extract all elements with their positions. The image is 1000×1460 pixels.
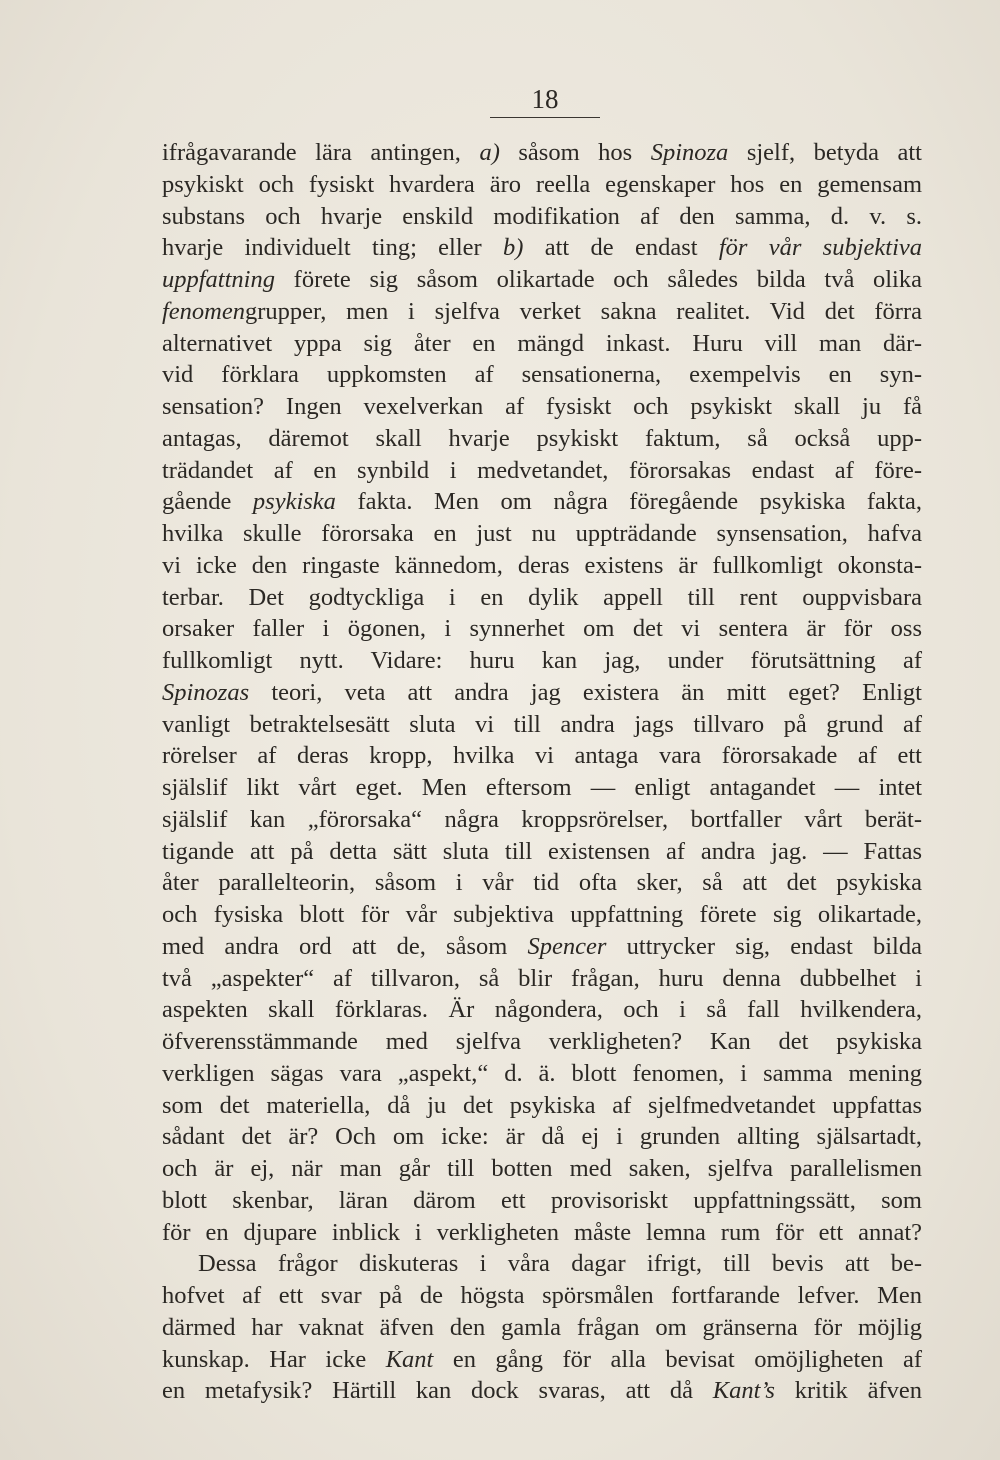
- text-segment: som det materiella, då ju det psykiska af sjelfmedvetandet uppfattas: [162, 1091, 922, 1119]
- italic-text: Spinozas: [162, 678, 250, 706]
- italic-text: psykiska: [252, 488, 336, 516]
- text-segment: substans och hvarje enskild modifikation af den samma, d. v. s.: [162, 202, 922, 230]
- italic-text: Spencer: [527, 932, 607, 960]
- text-segment: en metafysik? Härtill kan dock svaras, att då: [162, 1377, 713, 1405]
- text-segment: antagas, däremot skall hvarje psykiskt faktum, så också upp-: [162, 424, 922, 452]
- page-number: 18: [490, 84, 600, 118]
- text-line: [162, 201, 922, 233]
- text-segment: öfverensstämmande med sjelfva verkligheten? Kan det psykiska: [162, 1028, 922, 1055]
- text-segment: verkligen sägas vara „aspekt,“ d. ä. blott fenomen, i samma mening: [162, 1059, 922, 1087]
- text-line: [162, 1217, 922, 1249]
- text-segment: sjelf, betyda att: [728, 139, 922, 166]
- text-segment: och är ej, när man går till botten med saken, sjelfva parallelismen: [162, 1155, 922, 1182]
- text-segment: tigande att på detta sätt sluta till existensen af andra jag. — Fattas: [162, 837, 922, 865]
- text-segment: ifrågavarande lära antingen,: [162, 139, 480, 166]
- text-segment: trädandet af en synbild i medvetandet, förorsakas endast af före-: [162, 456, 922, 484]
- text-segment: själslif likt vårt eget. Men eftersom — enligt antagandet — intet: [162, 774, 922, 801]
- text-segment: fakta. Men om några föregående psykiska fakta,: [335, 488, 922, 516]
- text-line: [162, 931, 922, 963]
- text-line: [162, 391, 922, 423]
- text-segment: själslif kan „förorsaka“ några kroppsrörelser, bortfaller vårt berät-: [162, 805, 922, 833]
- text-segment: med andra ord att de, såsom: [162, 932, 528, 960]
- text-line: [162, 1058, 922, 1090]
- text-segment: för en djupare inblick i verkligheten måste lemna rum för ett annat?: [162, 1218, 922, 1246]
- italic-text: Spinoza: [650, 139, 729, 166]
- text-line: [162, 1280, 922, 1312]
- body-text: [162, 137, 922, 1407]
- text-segment: vi icke den ringaste kännedom, deras existens är fullkomligt okonsta-: [162, 551, 922, 579]
- text-line: [162, 169, 922, 201]
- text-segment: att de endast: [523, 234, 719, 262]
- text-line: [162, 359, 922, 391]
- text-segment: kritik äfven: [774, 1377, 922, 1405]
- text-line: [162, 423, 922, 455]
- text-segment: gående: [162, 488, 253, 516]
- text-segment: åter parallelteorin, såsom i vår tid ofta sker, så att det psykiska: [162, 869, 922, 897]
- text-line: [162, 550, 922, 582]
- text-line: [162, 232, 922, 264]
- text-line: [162, 645, 922, 677]
- text-line: [162, 264, 922, 296]
- text-line: [162, 899, 922, 931]
- text-line: [162, 518, 922, 550]
- text-line: [162, 1312, 922, 1344]
- text-segment: uttrycker sig, endast bilda: [606, 932, 922, 960]
- text-segment: en gång för alla bevisat omöjligheten af: [433, 1345, 922, 1373]
- text-segment: därmed har vaknat äfven den gamla frågan om gränserna för möjlig: [162, 1313, 922, 1341]
- text-segment: terbar. Det godtyckliga i en dylik appell till rent ouppvisbara: [162, 583, 922, 611]
- text-line: [162, 740, 922, 772]
- text-line: [162, 709, 922, 741]
- text-line: [162, 582, 922, 614]
- text-segment: blott skenbar, läran därom ett provisoriskt uppfattningssätt, som: [162, 1186, 922, 1214]
- text-line: [162, 328, 922, 360]
- text-line: [162, 994, 922, 1026]
- text-line: [162, 1375, 922, 1407]
- text-line: [162, 296, 922, 328]
- text-line: [162, 963, 922, 995]
- text-line: [162, 1121, 922, 1153]
- text-segment: fullkomligt nytt. Vidare: huru kan jag, under förutsättning af: [162, 647, 922, 674]
- text-segment: hvarje individuelt ting; eller: [162, 234, 504, 262]
- text-segment: aspekten skall förklaras. Är någondera, och i så fall hvilkendera,: [162, 996, 922, 1024]
- italic-text: Kant: [385, 1345, 434, 1373]
- text-line: [162, 1026, 922, 1058]
- text-segment: kunskap. Har icke: [162, 1345, 386, 1373]
- text-segment: två „aspekter“ af tillvaron, så blir frågan, huru denna dubbelhet i: [162, 964, 922, 992]
- text-segment: psykiskt och fysiskt hvardera äro reella egenskaper hos en gemensam: [162, 170, 922, 198]
- text-line: [162, 836, 922, 868]
- italic-text: Kant’s: [712, 1377, 775, 1405]
- text-line: [162, 455, 922, 487]
- text-line: [162, 1090, 922, 1122]
- text-line: [162, 486, 922, 518]
- text-segment: orsaker faller i ögonen, i synnerhet om det vi sentera är för oss: [162, 615, 922, 643]
- text-line: [162, 613, 922, 645]
- text-line: [162, 677, 922, 709]
- text-segment: sensation? Ingen vexelverkan af fysiskt och psykiskt skall ju få: [162, 393, 922, 420]
- text-segment: rörelser af deras kropp, hvilka vi antaga vara förorsakade af ett: [162, 742, 922, 770]
- text-segment: hofvet af ett svar på de högsta spörsmålen fortfarande lefver. Men: [162, 1282, 922, 1309]
- italic-text: för vår subjektiva: [718, 234, 922, 262]
- text-segment: såsom hos: [499, 139, 651, 166]
- text-segment: alternativet yppa sig åter en mängd inkast. Huru vill man där-: [162, 329, 922, 357]
- text-segment: vanligt betraktelsesätt sluta vi till andra jags tillvaro på grund af: [162, 710, 922, 738]
- italic-text: uppfattning: [162, 266, 275, 293]
- italic-text: fenomen: [162, 297, 245, 325]
- text-segment: och fysiska blott för vår subjektiva uppfattning förete sig olikartade,: [162, 901, 922, 928]
- text-segment: vid förklara uppkomsten af sensationerna, exempelvis en syn-: [162, 361, 922, 389]
- text-segment: grupper, men i sjelfva verket sakna realitet. Vid det förra: [245, 297, 922, 325]
- text-segment: hvilka skulle förorsaka en just nu uppträdande synsensation, hafva: [162, 520, 922, 547]
- text-line: [162, 1153, 922, 1185]
- text-segment: förete sig såsom olikartade och således bilda två olika: [274, 266, 922, 293]
- text-line: [162, 772, 922, 804]
- italic-text: a): [479, 139, 500, 166]
- text-line: [162, 137, 922, 169]
- text-line: [162, 1248, 922, 1280]
- text-line: [162, 1185, 922, 1217]
- text-segment: sådant det är? Och om icke: är då ej i grunden allting själsartadt,: [162, 1123, 922, 1151]
- text-segment: Dessa frågor diskuteras i våra dagar ifrigt, till bevis att be-: [198, 1250, 922, 1278]
- text-line: [162, 804, 922, 836]
- text-line: [162, 1344, 922, 1376]
- text-line: [162, 867, 922, 899]
- text-segment: teori, veta att andra jag existera än mitt eget? Enligt: [249, 678, 922, 706]
- italic-text: b): [503, 234, 524, 262]
